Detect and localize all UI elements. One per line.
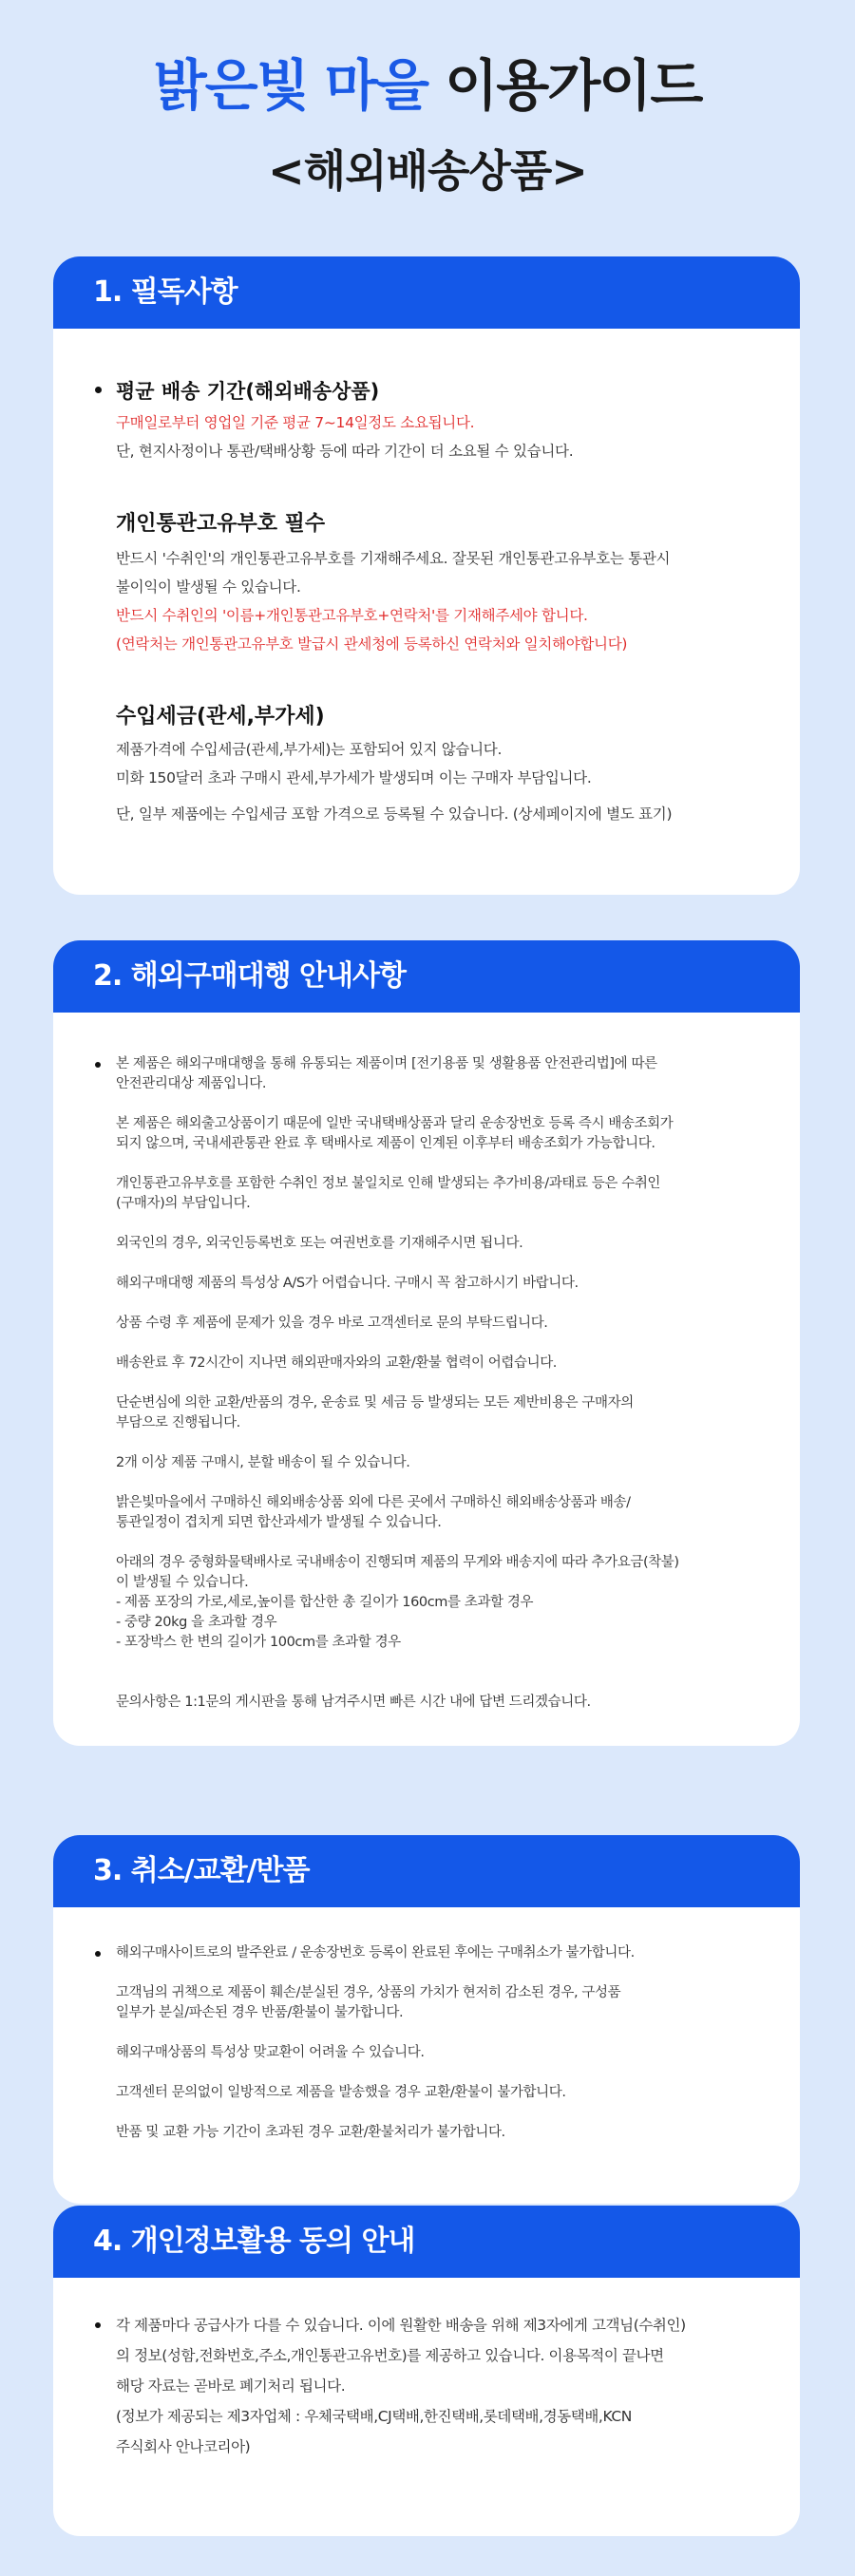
paragraph-line: 개인통관고유부호를 포함한 수취인 정보 불일치로 인해 발생되는 추가비용/과태료 등은 수취인 xyxy=(116,1176,661,1191)
notice-paragraph xyxy=(93,1983,760,2023)
notice-paragraph xyxy=(93,1174,760,1214)
paragraph-line: 외국인의 경우, 외국인등록번호 또는 여권번호를 기재해주시면 됩니다. xyxy=(116,1236,523,1251)
notice-paragraph xyxy=(93,1314,760,1334)
section-heading: 3. 취소/교환/반품 xyxy=(53,1835,800,1907)
title-accent: 밝은빛 마을 xyxy=(153,53,428,118)
paragraph-line: 되지 않으며, 국내세관통관 완료 후 택배사로 제품이 인계된 이후부터 배송조회가 가능합니다. xyxy=(116,1136,656,1151)
delivery-period-red: 구매일로부터 영업일 기준 평균 7~14일정도 소요됩니다. xyxy=(116,414,475,431)
title-rest: 이용가이드 xyxy=(445,53,702,118)
paragraph-line: 통관일정이 겹치게 되면 합산과세가 발생될 수 있습니다. xyxy=(116,1515,442,1530)
privacy-text xyxy=(93,2310,760,2462)
notice-list xyxy=(93,1054,760,1713)
notice-paragraph xyxy=(93,1553,760,1593)
paragraph-line: 안전관리대상 제품입니다. xyxy=(116,1076,267,1091)
page-subtitle: <해외배송상품> xyxy=(268,145,587,197)
page-title xyxy=(0,47,855,123)
customs-code-line: 불이익이 발생될 수 있습니다. xyxy=(116,578,301,596)
paragraph-line: 이 발생될 수 있습니다. xyxy=(116,1575,249,1590)
section-heading: 4. 개인정보활용 동의 안내 xyxy=(53,2206,800,2278)
section-cancel-exchange-return xyxy=(53,1835,800,2204)
delivery-period-title: 평균 배송 기간(해외배송상품) xyxy=(93,376,760,405)
notice-paragraph xyxy=(93,1274,760,1294)
paragraph-line: 해외구매대행 제품의 특성상 A/S가 어렵습니다. 구매시 꼭 참고하시기 바랍니다. xyxy=(116,1276,579,1291)
paragraph-line: (정보가 제공되는 제3자업체 : 우체국택배,CJ택배,한진택배,롯데택배,경동택배,KCN xyxy=(116,2408,632,2425)
paragraph-line: 각 제품마다 공급사가 다를 수 있습니다. 이에 원활한 배송을 위해 제3자에게 고객님(수취인) xyxy=(116,2317,686,2334)
size-condition-item: - 중량 20kg 을 초과할 경우 xyxy=(116,1615,277,1630)
paragraph-line: 반품 및 교환 가능 기간이 초과된 경우 교환/환불처리가 불가합니다. xyxy=(116,2125,505,2140)
size-condition-list xyxy=(93,1593,760,1653)
notice-paragraph xyxy=(93,2043,760,2063)
notice-paragraph xyxy=(93,1453,760,1473)
paragraph-line: 상품 수령 후 제품에 문제가 있을 경우 바로 고객센터로 문의 부탁드립니다. xyxy=(116,1316,548,1331)
inquiry-note: 문의사항은 1:1문의 게시판을 통해 남겨주시면 빠른 시간 내에 답변 드리겠습니다. xyxy=(116,1695,591,1710)
section-heading: 1. 필독사항 xyxy=(53,256,800,329)
size-condition-item: - 제품 포장의 가로,세로,높이를 합산한 총 길이가 160cm를 초과할 경우 xyxy=(116,1595,534,1610)
paragraph-line: 해외구매사이트로의 발주완료 / 운송장번호 등록이 완료된 후에는 구매취소가 불가합니다. xyxy=(116,1945,635,1960)
notice-paragraph xyxy=(93,1943,760,1963)
paragraph-line: 본 제품은 해외구매대행을 통해 유통되는 제품이며 [전기용품 및 생활용품 안전관리법]에 따른 xyxy=(116,1056,657,1071)
privacy-paragraph xyxy=(93,2310,760,2462)
customs-code-red: (연락처는 개인통관고유부호 발급시 관세청에 등록하신 연락처와 일치해야합니다) xyxy=(116,635,628,653)
notice-paragraph xyxy=(93,2123,760,2143)
paragraph-line: 해외구매상품의 특성상 맞교환이 어려울 수 있습니다. xyxy=(116,2045,425,2060)
paragraph-line: 아래의 경우 중형화물택배사로 국내배송이 진행되며 제품의 무게와 배송지에 따라 추가요금(착불) xyxy=(116,1555,679,1570)
paragraph-line: 밝은빛마을에서 구매하신 해외배송상품 외에 다른 곳에서 구매하신 해외배송상품과 배송/ xyxy=(116,1495,631,1510)
section-privacy-consent xyxy=(53,2206,800,2536)
bullet-dot xyxy=(95,2322,101,2328)
paragraph-line: 주식회사 안나코리아) xyxy=(116,2438,251,2455)
notice-paragraph xyxy=(93,1114,760,1154)
delivery-period-note: 단, 현지사정이나 통관/택배상황 등에 따라 기간이 더 소요될 수 있습니다. xyxy=(116,443,574,460)
import-tax-line: 단, 일부 제품에는 수입세금 포함 가격으로 등록될 수 있습니다. (상세페이지에 별도 표기) xyxy=(116,805,673,823)
import-tax-line: 제품가격에 수입세금(관세,부가세)는 포함되어 있지 않습니다. xyxy=(116,741,503,758)
notice-paragraph xyxy=(93,1054,760,1094)
title-block xyxy=(0,0,855,199)
section-body xyxy=(53,2278,800,2462)
paragraph-line: 고객님의 귀책으로 제품이 훼손/분실된 경우, 상품의 가치가 현저히 감소된 경우, 구성품 xyxy=(116,1985,621,2000)
notice-paragraph xyxy=(93,1493,760,1533)
notice-paragraph xyxy=(93,1354,760,1373)
section-body xyxy=(53,1907,800,2143)
paragraph-line: 2개 이상 제품 구매시, 분할 배송이 될 수 있습니다. xyxy=(116,1455,410,1470)
notice-paragraph xyxy=(93,1234,760,1254)
bullet-dot xyxy=(95,1062,101,1068)
paragraph-line: 의 정보(성함,전화번호,주소,개인통관고유번호)를 제공하고 있습니다. 이용목적이 끝나면 xyxy=(116,2347,664,2364)
paragraph-line: (구매자)의 부담입니다. xyxy=(116,1196,251,1211)
policy-list xyxy=(93,1943,760,2143)
section-body xyxy=(53,1013,800,1713)
paragraph-line: 일부가 분실/파손된 경우 반품/환불이 불가합니다. xyxy=(116,2005,404,2020)
notice-paragraph xyxy=(93,1393,760,1433)
paragraph-line: 부담으로 진행됩니다. xyxy=(116,1415,240,1430)
section-body xyxy=(53,329,800,828)
customs-code-red: 반드시 수취인의 '이름+개인통관고유부호+연락처'를 기재해주세야 합니다. xyxy=(116,607,588,624)
customs-code-title: 개인통관고유부호 필수 xyxy=(116,512,326,536)
size-condition-item: - 포장박스 한 변의 길이가 100cm를 초과할 경우 xyxy=(116,1635,401,1650)
paragraph-line: 배송완료 후 72시간이 지나면 해외판매자와의 교환/환불 협력이 어렵습니다. xyxy=(116,1355,558,1371)
customs-code-line: 반드시 '수취인'의 개인통관고유부호를 기재해주세요. 잘못된 개인통관고유부호는 통관시 xyxy=(116,550,671,567)
paragraph-line: 단순변심에 의한 교환/반품의 경우, 운송료 및 세금 등 발생되는 모든 제반비용은 구매자의 xyxy=(116,1395,634,1411)
paragraph-line: 고객센터 문의없이 일방적으로 제품을 발송했을 경우 교환/환불이 불가합니다. xyxy=(116,2085,566,2100)
import-tax-line: 미화 150달러 초과 구매시 관세,부가세가 발생되며 이는 구매자 부담입니다. xyxy=(116,769,592,786)
section-heading: 2. 해외구매대행 안내사항 xyxy=(53,940,800,1013)
notice-paragraph xyxy=(93,2083,760,2103)
section-required-notice xyxy=(53,256,800,895)
paragraph-line: 본 제품은 해외출고상품이기 때문에 일반 국내택배상품과 달리 운송장번호 등록 즉시 배송조회가 xyxy=(116,1116,674,1131)
paragraph-line: 해당 자료는 곧바로 폐기처리 됩니다. xyxy=(116,2377,346,2395)
import-tax-title: 수입세금(관세,부가세) xyxy=(116,705,325,729)
section-overseas-purchase xyxy=(53,940,800,1746)
bullet-dot xyxy=(95,1951,101,1957)
